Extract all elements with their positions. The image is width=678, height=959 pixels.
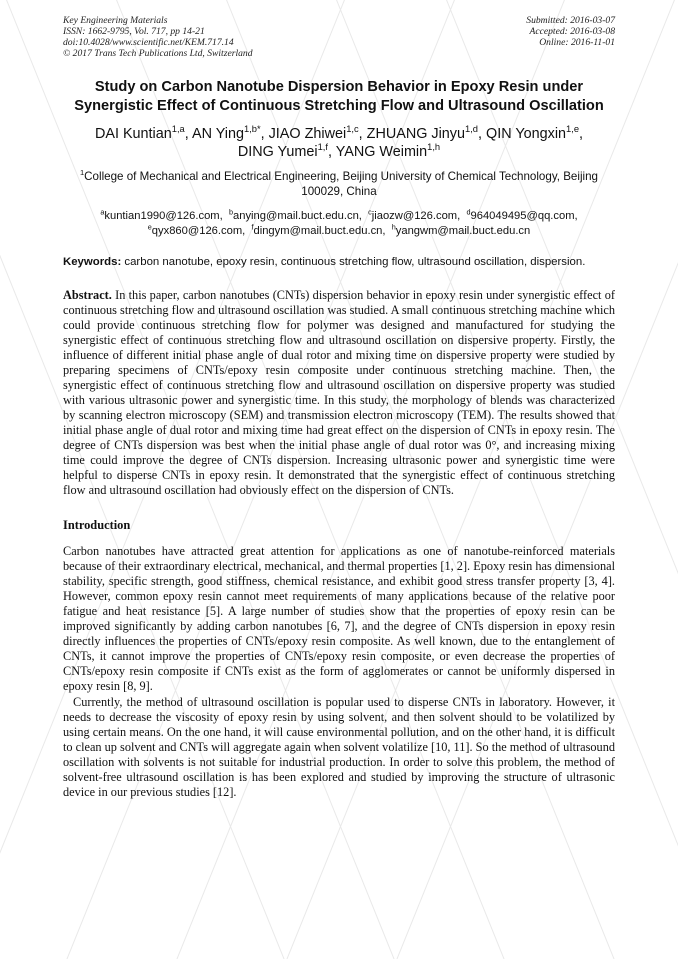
submitted-date: Submitted: 2016-03-07 xyxy=(526,15,615,26)
keywords xyxy=(63,255,615,270)
email: $^d$964049495@qq.com, xyxy=(466,207,578,222)
email: $^c$jiaozw@126.com, xyxy=(368,207,461,222)
introduction-paragraph: Carbon nanotubes have attracted great attention for applications as one of nanotube-reinforced materials because of their extraordinary electrical, mechanical, and thermal properties [1, 2]. Epoxy resin has dimensional stability, specific strength, good stiffness, chemical resistance, and exhibit good stress transfer property [3, 4]. However, common epoxy resin cannot meet requirements of many applications because of the relative poor fatigue and heat resistance [5]. A large number of studies show that the properties of epoxy resin can be improved significantly by adding carbon nanotubes [6, 7], and the degree of CNTs dispersion in epoxy resin directly influences the properties of CNTs/epoxy resin composite. As well known, due to the entanglement of CNTs, it cannot improve the properties of CNTs/epoxy resin composite, or even decrease the properties of CNTs/epoxy resin composite if CNTs exist as the form of agglomerates or cannot be uniformly dispersed in epoxy resin [8, 9]. xyxy=(63,544,615,693)
email: $^h$yangwm@mail.buct.edu.cn xyxy=(391,222,531,237)
author: JIAO Zhiwei$^{1,c}$, xyxy=(268,124,367,142)
article-body xyxy=(63,78,615,800)
abstract-text: In this paper, carbon nanotubes (CNTs) dispersion behavior in epoxy resin under synergistic effect of continuous stretching flow and ultrasound oscillation was studied. A small continuous stretching machine which could provide continuous stretching flow for polymer was designed and manufactured for studying the synergistic effect of continuous stretching flow and ultrasound oscillation on dispersive property. Firstly, the influence of different initial phase angle of dual rotor and mixing time on dispersive property were studied by preparing specimens of CNTs/epoxy resin composite under continuous stretching machine. Then, the synergistic effect of continuous stretching flow and ultrasound oscillation on dispersive property was studied with various ultrasonic power and synergistic time. In this study, the morphology of blends was characterized by scanning electron microscopy (SEM) and transmission electron microscopy (TEM). The results showed that initial phase angle of dual rotor and mixing time had great effect on the dispersion of CNTs in epoxy resin. The degree of CNTs dispersion was best when the initial phase angle of dual rotor was 0°, and increasing mixing time could improve the degree of CNTs dispersion. Increasing ultrasonic power and synergistic time were helpful to disperse CNTs in epoxy resin. It demonstrated that the synergistic effect of continuous stretching flow and ultrasound oscillation had obviously effect on the dispersion of CNTs. xyxy=(63,288,615,497)
affiliation: $^1$College of Mechanical and Electrical Engineering, Beijing University of Chemical Technology, Beijing 100029, China xyxy=(79,168,599,198)
author: DING Yumei$^{1,f}$, xyxy=(237,142,336,160)
email: $^b$anying@mail.buct.edu.cn, xyxy=(228,207,362,222)
abstract xyxy=(63,288,615,498)
keywords-label: Keywords: xyxy=(63,256,122,268)
journal-info xyxy=(63,15,253,59)
publication-dates xyxy=(526,15,615,48)
doi-line: doi:10.4028/www.scientific.net/KEM.717.14 xyxy=(63,37,234,48)
issn-line: ISSN: 1662-9795, Vol. 717, pp 14-21 xyxy=(63,26,205,37)
author: DAI Kuntian$^{1,a}$, xyxy=(94,124,192,142)
online-date: Online: 2016-11-01 xyxy=(539,37,615,48)
author: YANG Weimin$^{1,h}$ xyxy=(335,142,441,160)
introduction-paragraph: Currently, the method of ultrasound oscillation is popular used to disperse CNTs in laboratory. However, it needs to decrease the viscosity of epoxy resin by using solvent, and then solvent should to be volatilized by using certain means. On the one hand, it will cause environmental pollution, and on the other hand, it is difficult to clean up solvent and CNTs will aggregate again when solvent volatilize [10, 11]. So the method of ultrasound oscillation with solvents is not suitable for industrial production. In order to solve this problem, the method of solvent-free ultrasound oscillation is has been explored and studied by improving the structure of ultrasonic device in our previous studies [12]. xyxy=(63,695,615,799)
email: $^a$kuntian1990@126.com, xyxy=(100,207,223,222)
author: ZHUANG Jinyu$^{1,d}$, xyxy=(366,124,487,142)
abstract-label: Abstract. xyxy=(63,288,112,302)
accepted-date: Accepted: 2016-03-08 xyxy=(529,26,615,37)
journal-name: Key Engineering Materials xyxy=(63,15,168,26)
author: AN Ying$^{1,b*}$, xyxy=(191,124,269,142)
copyright-line: © 2017 Trans Tech Publications Ltd, Switzerland xyxy=(63,48,253,59)
email: $^f$dingym@mail.buct.edu.cn, xyxy=(251,222,386,237)
author-list xyxy=(63,125,615,161)
keywords-text: carbon nanotube, epoxy resin, continuous stretching flow, ultrasound oscillation, dispersion. xyxy=(124,256,586,268)
author-emails xyxy=(63,209,615,239)
author: QIN Yongxin$^{1,e}$, xyxy=(486,124,584,142)
introduction-heading: Introduction xyxy=(63,518,131,532)
email: $^e$qyx860@126.com, xyxy=(147,222,246,237)
paper-title: Study on Carbon Nanotube Dispersion Behavior in Epoxy Resin under Synergistic Effect of Continuous Stretching Flow and Ultrasound Oscillation xyxy=(74,79,604,114)
